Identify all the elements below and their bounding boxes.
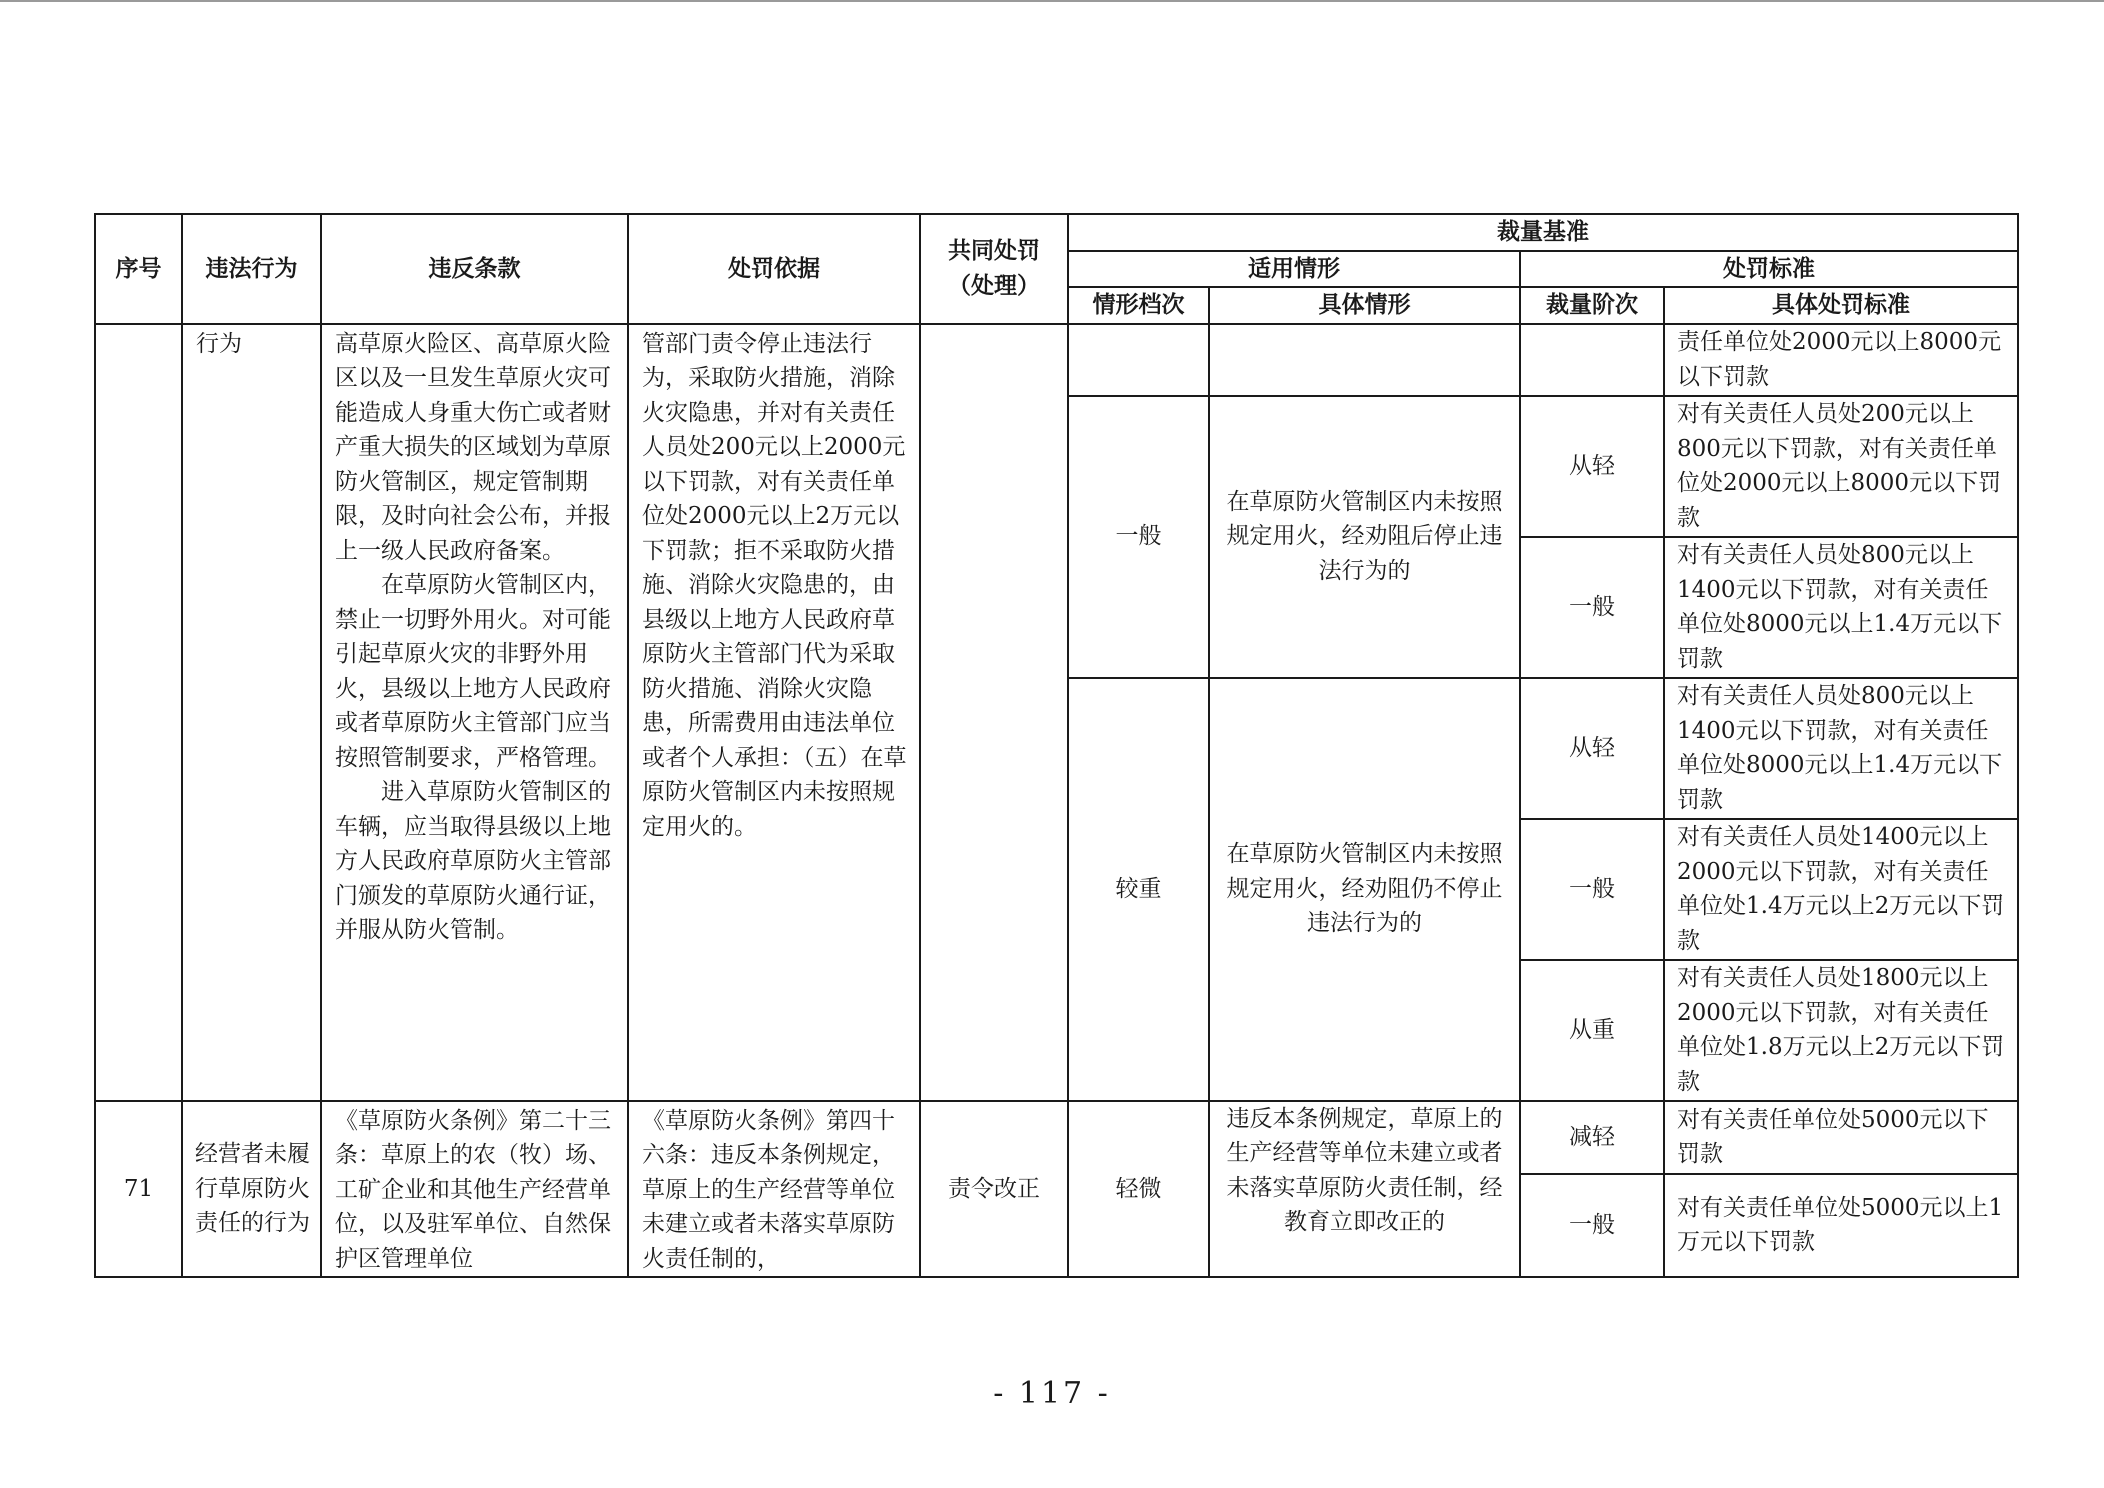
level-general: 一般 <box>1068 396 1209 678</box>
header-common-penalty <box>920 214 1068 324</box>
discretion-standard-table <box>94 213 2019 1278</box>
step-label: 减轻 <box>1520 1101 1664 1174</box>
cont-top-standard: 责任单位处2000元以上8000元以下罚款 <box>1664 324 2018 396</box>
header-circumstance: 具体情形 <box>1209 287 1520 324</box>
step-label: 从重 <box>1520 960 1664 1101</box>
step-label: 一般 <box>1520 819 1664 960</box>
level-serious: 较重 <box>1068 678 1209 1101</box>
header-clause: 违反条款 <box>321 214 628 324</box>
clause-paragraph: 高草原火险区、高草原火险区以及一旦发生草原火灾可能造成人身重大伤亡或者财产重大损失的区域划为草原防火管制区，规定管制期限，及时向社会公布，并报上一级人民政府备案。 <box>335 330 611 564</box>
clause-paragraph: 进入草原防火管制区的车辆，应当取得县级以上地方人民政府草原防火主管部门颁发的草原防火通行证，并服从防火管制。 <box>335 779 611 943</box>
penalty-standard: 对有关责任人员处800元以上1400元以下罚款，对有关责任单位处8000元以上1.4万元以下罚款 <box>1664 537 2018 678</box>
penalty-standard: 对有关责任人员处1800元以上2000元以下罚款，对有关责任单位处1.8万元以上2万元以下罚款 <box>1664 960 2018 1101</box>
step-label: 一般 <box>1520 1174 1664 1277</box>
cont-empty-step <box>1520 324 1664 396</box>
row71-clause: 《草原防火条例》第二十三条：草原上的农（牧）场、工矿企业和其他生产经营单位，以及驻军单位、自然保护区管理单位 <box>321 1101 628 1278</box>
cont-common-cell <box>920 324 1068 1101</box>
clause-paragraph: 在草原防火管制区内，禁止一切野外用火。对可能引起草原火灾的非野外用火，县级以上地方人民政府或者草原防火主管部门应当按照管制要求，严格管理。 <box>335 572 611 771</box>
row71-circumstance: 违反本条例规定，草原上的生产经营等单位未建立或者未落实草原防火责任制，经教育立即改正的 <box>1209 1101 1520 1278</box>
cont-basis: 管部门责令停止违法行为，采取防火措施，消除火灾隐患，并对有关责任人员处200元以上2000元以下罚款，对有关责任单位处2000元以上2万元以下罚款；拒不采取防火措施、消除火灾隐患的，由县级以上地方人民政府草原防火主管部门代为采取防火措施、消除火灾隐患，所需费用由违法单位或者个人承担：（五）在草原防火管制区内未按照规定用火的。 <box>628 324 920 1101</box>
top-border-line <box>0 0 2104 2</box>
header-common-line1: 共同处罚 <box>948 238 1040 265</box>
cont-seq-cell <box>95 324 182 1101</box>
row71-basis: 《草原防火条例》第四十六条：违反本条例规定，草原上的生产经营等单位未建立或者未落实草原防火责任制的， <box>628 1101 920 1278</box>
page-number: - 117 - <box>993 1376 1111 1411</box>
cont-clause <box>321 324 628 1101</box>
row71-level: 轻微 <box>1068 1101 1209 1278</box>
row71-seq: 71 <box>95 1101 182 1278</box>
cont-empty-circumstance <box>1209 324 1520 396</box>
penalty-standard: 对有关责任单位处5000元以上1万元以下罚款 <box>1664 1174 2018 1277</box>
header-basis: 处罚依据 <box>628 214 920 324</box>
header-discretion: 裁量基准 <box>1068 214 2018 251</box>
circumstance-serious: 在草原防火管制区内未按照规定用火，经劝阻仍不停止违法行为的 <box>1209 678 1520 1101</box>
penalty-standard: 对有关责任人员处1400元以上2000元以下罚款，对有关责任单位处1.4万元以上2万元以下罚款 <box>1664 819 2018 960</box>
cont-behavior: 行为 <box>182 324 321 1101</box>
step-label: 从轻 <box>1520 396 1664 537</box>
step-label: 从轻 <box>1520 678 1664 819</box>
row71-common: 责令改正 <box>920 1101 1068 1278</box>
penalty-standard: 对有关责任人员处200元以上800元以下罚款，对有关责任单位处2000元以上8000元以下罚款 <box>1664 396 2018 537</box>
step-label: 一般 <box>1520 537 1664 678</box>
header-penalty-standard: 处罚标准 <box>1520 251 2018 288</box>
row71-behavior: 经营者未履行草原防火责任的行为 <box>182 1101 321 1278</box>
penalty-standard: 对有关责任单位处5000元以下罚款 <box>1664 1101 2018 1174</box>
header-specific-standard: 具体处罚标准 <box>1664 287 2018 324</box>
header-step: 裁量阶次 <box>1520 287 1664 324</box>
header-applicable: 适用情形 <box>1068 251 1520 288</box>
header-level: 情形档次 <box>1068 287 1209 324</box>
penalty-standard: 对有关责任人员处800元以上1400元以下罚款，对有关责任单位处8000元以上1.4万元以下罚款 <box>1664 678 2018 819</box>
circumstance-general: 在草原防火管制区内未按照规定用火，经劝阻后停止违法行为的 <box>1209 396 1520 678</box>
header-seq: 序号 <box>95 214 182 324</box>
header-behavior: 违法行为 <box>182 214 321 324</box>
cont-empty-level <box>1068 324 1209 396</box>
header-common-line2: （处理） <box>948 272 1040 299</box>
